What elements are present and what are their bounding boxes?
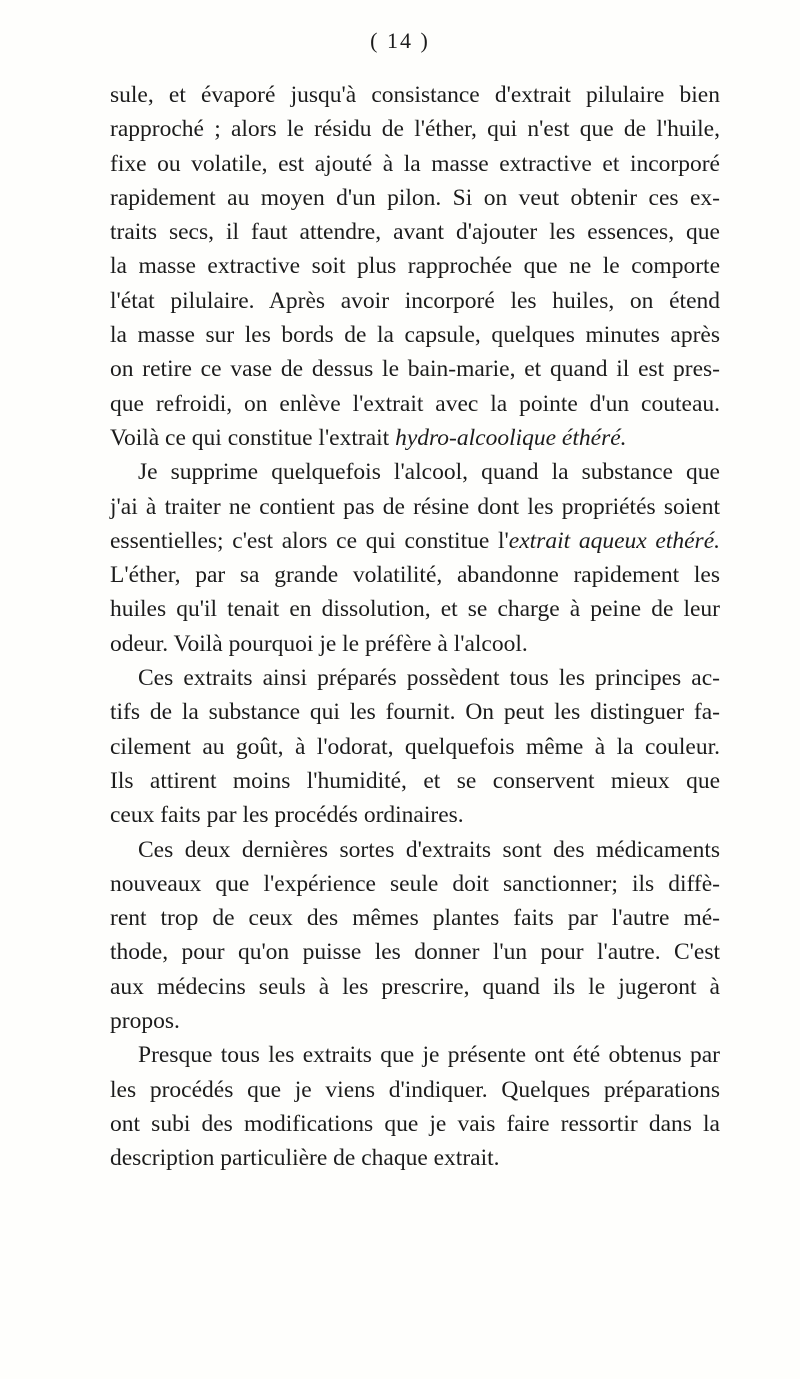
- text-line: [110, 1038, 720, 1072]
- line-text: thode, pour qu'on puisse les donner l'un pour l'autre. C'est: [110, 939, 720, 966]
- line-text: description particulière de chaque extrait.: [110, 1145, 500, 1172]
- line-text: la masse extractive soit plus rapprochée que ne le comporte: [110, 253, 720, 280]
- text-line: [110, 249, 720, 283]
- text-line: [110, 901, 720, 935]
- text-line: [110, 284, 720, 318]
- line-text: rapproché ; alors le résidu de l'éther, qui n'est que de l'huile,: [110, 116, 720, 143]
- line-text: rapidement au moyen d'un pilon. Si on veut obtenir ces ex-: [110, 184, 720, 211]
- text-line: [110, 661, 720, 695]
- line-text: traits secs, il faut attendre, avant d'ajouter les essences, que: [110, 219, 720, 246]
- line-text: Ils attirent moins l'humidité, et se conservent mieux que: [110, 767, 720, 794]
- text-line: [110, 970, 720, 1004]
- text-line: [110, 352, 720, 386]
- line-text: Je supprime quelquefois l'alcool, quand la substance que: [138, 459, 720, 486]
- page-number: ( 14 ): [370, 28, 430, 53]
- line-text: que refroidi, on enlève l'extrait avec la pointe d'un couteau.: [110, 390, 720, 417]
- line-text: l'état pilulaire. Après avoir incorporé les huiles, on étend: [110, 287, 720, 314]
- line-text: Presque tous les extraits que je présente ont été obtenus par: [138, 1042, 720, 1069]
- text-line: [110, 78, 720, 112]
- text-line: [110, 730, 720, 764]
- line-text: Ces extraits ainsi préparés possèdent tous les principes ac-: [138, 665, 720, 692]
- line-text: on retire ce vase de dessus le bain-marie, et quand il est pres-: [110, 356, 720, 383]
- line-text: huiles qu'il tenait en dissolution, et se charge à peine de leur: [110, 596, 720, 623]
- text-line: [110, 490, 720, 524]
- text-line: [110, 592, 720, 626]
- text-line: [110, 764, 720, 798]
- line-text: odeur. Voilà pourquoi je le préfère à l'alcool.: [110, 630, 528, 657]
- text-line: [110, 695, 720, 729]
- line-text: j'ai à traiter ne contient pas de résine dont les propriétés soient: [110, 493, 720, 520]
- text-line: [110, 833, 720, 867]
- text-line: [110, 524, 720, 558]
- text-line: [110, 867, 720, 901]
- text-line: [110, 627, 720, 661]
- line-text: aux médecins seuls à les prescrire, quand ils le jugeront à: [110, 973, 720, 1000]
- text-line: [110, 112, 720, 146]
- text-line: [110, 935, 720, 969]
- text-line: [110, 421, 720, 455]
- text-line: [110, 318, 720, 352]
- body-text: [110, 78, 720, 1176]
- text-line: [110, 181, 720, 215]
- line-text: cilement au goût, à l'odorat, quelquefois même à la couleur.: [110, 733, 720, 760]
- text-line: [110, 1107, 720, 1141]
- text-line: [110, 147, 720, 181]
- text-line: [110, 455, 720, 489]
- line-text: essentielles; c'est alors ce qui constitue l': [110, 527, 509, 554]
- text-line: [110, 1004, 720, 1038]
- line-text: Ces deux dernières sortes d'extraits sont des médicaments: [138, 836, 720, 863]
- line-text: L'éther, par sa grande volatilité, abandonne rapidement les: [110, 562, 720, 589]
- italic-term: hydro-alcoolique éthéré.: [395, 424, 627, 451]
- line-text: sule, et évaporé jusqu'à consistance d'extrait pilulaire bien: [110, 82, 720, 108]
- line-text: ceux faits par les procédés ordinaires.: [110, 802, 464, 829]
- text-line: [110, 215, 720, 249]
- line-text: les procédés que je viens d'indiquer. Quelques préparations: [110, 1076, 720, 1103]
- line-text: la masse sur les bords de la capsule, quelques minutes après: [110, 322, 720, 349]
- line-text: rent trop de ceux des mêmes plantes faits par l'autre mé-: [110, 905, 720, 932]
- line-text: propos.: [110, 1008, 180, 1035]
- text-line: [110, 1141, 720, 1175]
- text-line: [110, 798, 720, 832]
- line-text: fixe ou volatile, est ajouté à la masse extractive et incorporé: [110, 150, 720, 177]
- line-text: tifs de la substance qui les fournit. On peut les distinguer fa-: [110, 699, 720, 726]
- line-text: nouveaux que l'expérience seule doit sanctionner; ils diffè-: [110, 870, 720, 897]
- line-text: ont subi des modifications que je vais faire ressortir dans la: [110, 1110, 720, 1137]
- line-text: Voilà ce qui constitue l'extrait: [110, 424, 396, 451]
- text-line: [110, 1073, 720, 1107]
- italic-term: extrait aqueux ethéré.: [508, 527, 721, 554]
- text-line: [110, 387, 720, 421]
- text-line: [110, 558, 720, 592]
